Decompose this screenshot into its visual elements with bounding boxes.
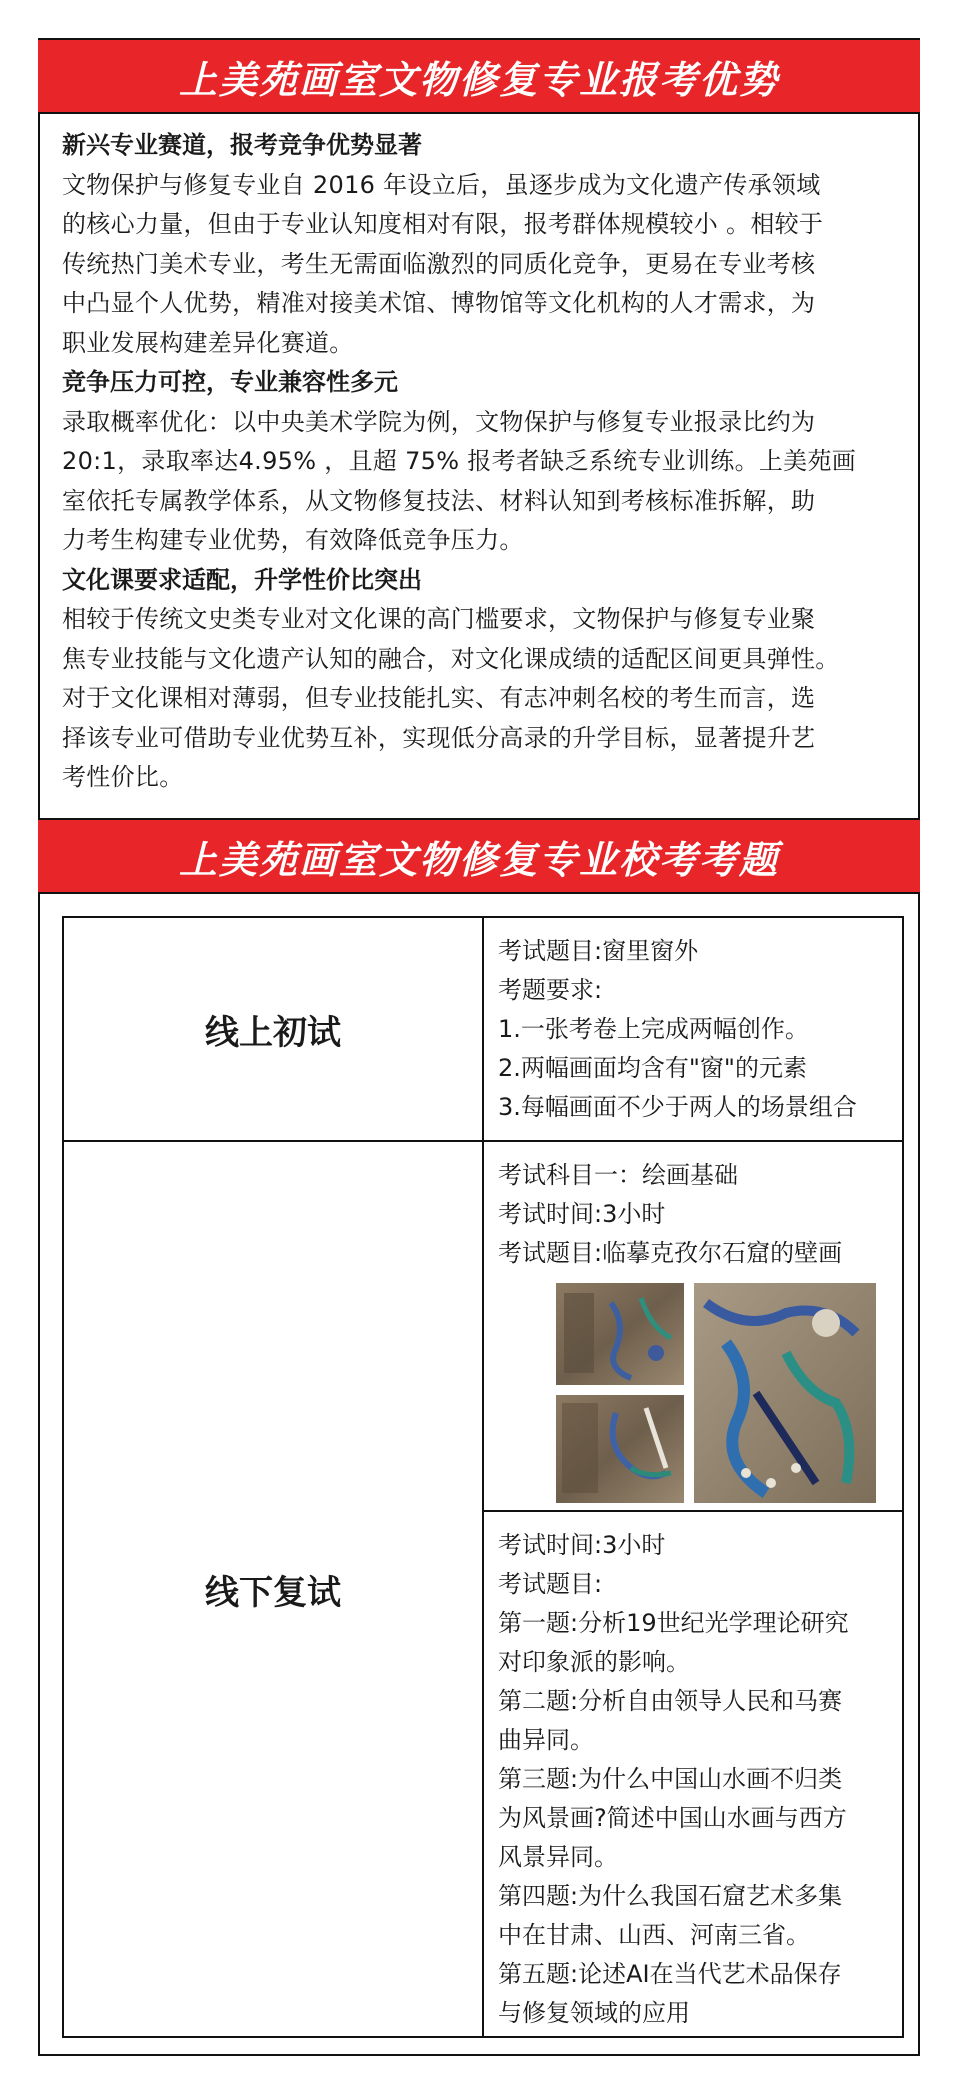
paragraph-line: 力考生构建专业优势，有效降低竞争压力。 [62,526,524,554]
table-row [63,1141,903,1511]
advantage-heading: 文化课要求适配，升学性价比突出 [62,565,422,594]
detail-line: 第二题:分析自由领导人民和马赛 [498,1687,843,1715]
detail-line: 中在甘肃、山西、河南三省。 [498,1921,810,1949]
detail-line: 对印象派的影响。 [498,1648,690,1676]
advantage-block [62,561,902,798]
exam-details [483,1511,903,2037]
paragraph-line: 录取概率优化：以中央美术学院为例，文物保护与修复专业报录比约为 [62,407,816,436]
mural-fresco-icon [556,1283,876,1503]
exam-details [483,1141,903,1511]
round-label-online: 线上初试 [63,917,483,1141]
detail-line: 风景异同。 [498,1843,618,1871]
paragraph-line: 相较于传统文史类专业对文化课的高门槛要求，文物保护与修复专业聚 [62,605,816,633]
section-title: 上美苑画室文物修复专业报考优势 [178,57,779,102]
section-title: 上美苑画室文物修复专业校考考题 [178,837,779,882]
advantage-block [62,126,902,363]
paragraph-line: 对于文化课相对薄弱，但专业技能扎实、有志冲刺名校的考生而言，选 [62,684,816,712]
section-banner-exam-questions [38,818,920,894]
advantages-text [62,126,902,798]
advantage-heading: 竞争压力可控，专业兼容性多元 [62,368,398,396]
paragraph-line: 择该专业可借助专业优势互补，实现低分高录的升学目标，显著提升艺 [62,723,816,752]
mural-fresco-image [556,1283,876,1503]
detail-line: 考试时间:3小时 [498,1531,666,1559]
detail-line: 曲异同。 [498,1726,594,1754]
paragraph-line: 室依托专属教学体系，从文物修复技法、材料认知到考核标准拆解，助 [62,486,816,515]
exam-table [62,916,904,2038]
advantage-heading: 新兴专业赛道，报考竞争优势显著 [62,131,422,159]
detail-line: 第四题:为什么我国石窟艺术多集 [498,1882,843,1910]
paragraph-line: 20:1，录取率达4.95% ，且超 75% 报考者缺乏系统专业训练。上美苑画 [62,447,857,475]
detail-line: 考试题目:窗里窗外 [498,937,699,965]
exam-details [483,917,903,1141]
detail-line: 考试题目: [498,1570,603,1598]
detail-line: 考试科目一：绘画基础 [498,1161,738,1189]
detail-line: 2.两幅画面均含有"窗"的元素 [498,1054,807,1082]
paragraph-line: 中凸显个人优势，精准对接美术馆、博物馆等文化机构的人才需求，为 [62,289,816,317]
table-row [63,917,903,1141]
paragraph-line: 传统热门美术专业，考生无需面临激烈的同质化竞争，更易在专业考核 [62,249,816,278]
paragraph-line: 焦专业技能与文化遗产认知的融合，对文化课成绩的适配区间更具弹性。 [62,644,840,673]
detail-line: 第三题:为什么中国山水画不归类 [498,1765,843,1793]
detail-line: 1.一张考卷上完成两幅创作。 [498,1015,809,1043]
detail-line: 第一题:分析19世纪光学理论研究 [498,1609,849,1637]
paragraph-line: 职业发展构建差异化赛道。 [62,328,354,357]
section-banner-advantages [38,38,920,114]
detail-line: 为风景画?简述中国山水画与西方 [498,1804,847,1832]
round-label-offline: 线下复试 [63,1141,483,2037]
paragraph-line: 考性价比。 [62,763,184,791]
detail-line: 3.每幅画面不少于两人的场景组合 [498,1093,857,1121]
paragraph-line: 文物保护与修复专业自 2016 年设立后，虽逐步成为文化遗产传承领域 [62,170,821,199]
detail-line: 第五题:论述AI在当代艺术品保存 [498,1960,842,1988]
detail-line: 考试时间:3小时 [498,1200,666,1228]
advantage-block [62,363,902,561]
detail-line: 与修复领域的应用 [498,1999,690,2027]
paragraph-line: 的核心力量，但由于专业认知度相对有限，报考群体规模较小 。相较于 [62,210,824,238]
detail-line: 考题要求: [498,976,603,1004]
detail-line: 考试题目:临摹克孜尔石窟的壁画 [498,1239,843,1267]
